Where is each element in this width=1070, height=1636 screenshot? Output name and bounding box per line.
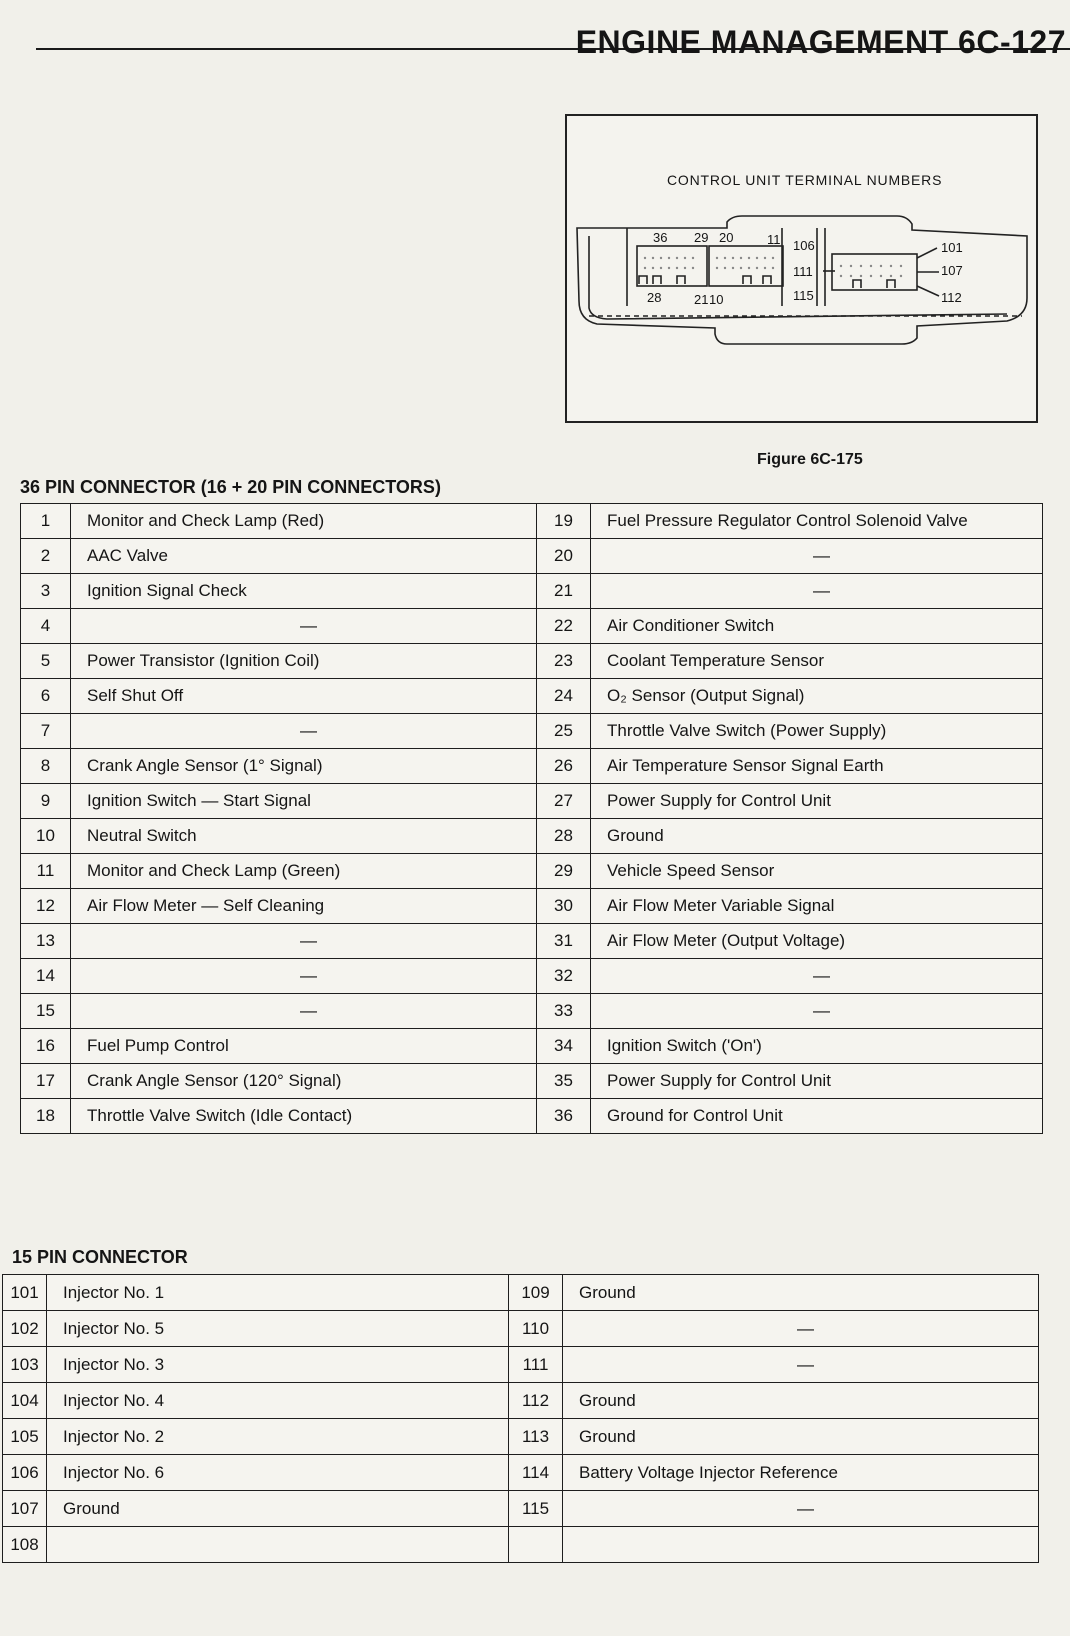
pin-number-right: 115 — [509, 1491, 563, 1527]
pin-number-left: 106 — [3, 1455, 47, 1491]
pin-number-left: 14 — [21, 959, 71, 994]
pin-number-right: 20 — [537, 539, 591, 574]
pin-number-right: 34 — [537, 1029, 591, 1064]
pin-label-left: Injector No. 1 — [47, 1275, 509, 1311]
table-row — [21, 1064, 1043, 1099]
terminal-label: 115 — [793, 288, 814, 303]
pin-number-right — [509, 1527, 563, 1563]
table-row — [21, 504, 1043, 539]
pin-number-right: 27 — [537, 784, 591, 819]
pin-number-left: 102 — [3, 1311, 47, 1347]
pin-number-right: 114 — [509, 1455, 563, 1491]
pin-label-right: Air Conditioner Switch — [591, 609, 1043, 644]
pin-number-right: 111 — [509, 1347, 563, 1383]
pin-label-left: Ignition Signal Check — [71, 574, 537, 609]
pin-label-left — [47, 1527, 509, 1563]
pin-label-right: Throttle Valve Switch (Power Supply) — [591, 714, 1043, 749]
table-row — [21, 679, 1043, 714]
connector36-table — [20, 503, 1043, 1134]
pin-label-right: O₂ Sensor (Output Signal) — [591, 679, 1043, 714]
table-row — [21, 959, 1043, 994]
table-row — [21, 539, 1043, 574]
table-row — [3, 1455, 1039, 1491]
pin-label-right — [563, 1527, 1039, 1563]
pin-label-left: Fuel Pump Control — [71, 1029, 537, 1064]
pin-label-right: Ground — [563, 1419, 1039, 1455]
pin-label-right: Ground — [591, 819, 1043, 854]
pin-number-right: 23 — [537, 644, 591, 679]
pin-number-left: 12 — [21, 889, 71, 924]
pin-label-right: Ground — [563, 1275, 1039, 1311]
pin-number-right: 109 — [509, 1275, 563, 1311]
connector15-title: 15 PIN CONNECTOR — [12, 1247, 188, 1267]
pin-number-right: 29 — [537, 854, 591, 889]
pin-label-right: — — [563, 1311, 1039, 1347]
connector36-rows — [21, 504, 1043, 1134]
pin-label-right: Ground for Control Unit — [591, 1099, 1043, 1134]
pin-label-left: Monitor and Check Lamp (Red) — [71, 504, 537, 539]
pin-number-right: 26 — [537, 749, 591, 784]
pin-label-right: — — [591, 959, 1043, 994]
pin-label-left: — — [71, 994, 537, 1029]
table-row — [21, 854, 1043, 889]
connector15-table — [2, 1274, 1039, 1563]
table-row — [21, 889, 1043, 924]
table-row — [3, 1527, 1039, 1563]
pin-label-left: Injector No. 6 — [47, 1455, 509, 1491]
pin-label-left: AAC Valve — [71, 539, 537, 574]
table-row — [3, 1275, 1039, 1311]
terminal-label: 112 — [941, 290, 962, 305]
pin-label-left: Crank Angle Sensor (120° Signal) — [71, 1064, 537, 1099]
pin-number-right: 32 — [537, 959, 591, 994]
terminal-label: 20 — [719, 230, 734, 245]
pin-number-right: 25 — [537, 714, 591, 749]
pin-number-left: 16 — [21, 1029, 71, 1064]
pin-label-right: Coolant Temperature Sensor — [591, 644, 1043, 679]
table-row — [3, 1383, 1039, 1419]
pin-number-left: 101 — [3, 1275, 47, 1311]
pin-number-right: 28 — [537, 819, 591, 854]
table-row — [21, 1099, 1043, 1134]
pin-label-left: Injector No. 4 — [47, 1383, 509, 1419]
table-row — [21, 924, 1043, 959]
pin-number-left: 104 — [3, 1383, 47, 1419]
pin-number-left: 11 — [21, 854, 71, 889]
pin-label-left: Crank Angle Sensor (1° Signal) — [71, 749, 537, 784]
pin-label-left: — — [71, 959, 537, 994]
table-row — [21, 994, 1043, 1029]
pin-label-left: Ground — [47, 1491, 509, 1527]
pin-number-left: 1 — [21, 504, 71, 539]
terminal-diagram — [565, 114, 1038, 423]
pin-label-right: Air Temperature Sensor Signal Earth — [591, 749, 1043, 784]
pin-label-right: Air Flow Meter Variable Signal — [591, 889, 1043, 924]
pin-label-right: Air Flow Meter (Output Voltage) — [591, 924, 1043, 959]
pin-number-left: 4 — [21, 609, 71, 644]
terminal-label: 107 — [941, 263, 963, 278]
pin-number-left: 15 — [21, 994, 71, 1029]
pin-label-right: Ignition Switch ('On') — [591, 1029, 1043, 1064]
terminal-label: 10 — [709, 292, 724, 307]
pin-label-left: Self Shut Off — [71, 679, 537, 714]
pin-number-right: 21 — [537, 574, 591, 609]
table-row — [3, 1347, 1039, 1383]
table-row — [21, 574, 1043, 609]
pin-number-right: 112 — [509, 1383, 563, 1419]
pin-label-right: — — [591, 539, 1043, 574]
terminal-label: 11 — [767, 232, 781, 247]
pin-number-left: 107 — [3, 1491, 47, 1527]
terminal-label: 21 — [694, 292, 709, 307]
pin-label-left: Neutral Switch — [71, 819, 537, 854]
pin-label-right: Fuel Pressure Regulator Control Solenoid Valve — [591, 504, 1043, 539]
pin-label-left: Power Transistor (Ignition Coil) — [71, 644, 537, 679]
pin-label-left: Ignition Switch — Start Signal — [71, 784, 537, 819]
pin-number-left: 103 — [3, 1347, 47, 1383]
pin-label-left: Injector No. 3 — [47, 1347, 509, 1383]
pin-label-right: — — [563, 1347, 1039, 1383]
pin-number-left: 10 — [21, 819, 71, 854]
pin-number-right: 36 — [537, 1099, 591, 1134]
pin-number-left: 105 — [3, 1419, 47, 1455]
table-row — [21, 749, 1043, 784]
table-row — [3, 1491, 1039, 1527]
pin-number-right: 30 — [537, 889, 591, 924]
pin-label-right: — — [563, 1491, 1039, 1527]
pin-number-left: 18 — [21, 1099, 71, 1134]
pin-label-left: Injector No. 5 — [47, 1311, 509, 1347]
pin-label-right: Power Supply for Control Unit — [591, 784, 1043, 819]
pin-label-right: Power Supply for Control Unit — [591, 1064, 1043, 1099]
page-header-title: ENGINE MANAGEMENT 6C-127 — [575, 24, 1066, 60]
pin-label-right: Battery Voltage Injector Reference — [563, 1455, 1039, 1491]
pin-number-right: 19 — [537, 504, 591, 539]
pin-label-right: — — [591, 574, 1043, 609]
table-row — [3, 1419, 1039, 1455]
table-row — [21, 714, 1043, 749]
diagram-caption: CONTROL UNIT TERMINAL NUMBERS — [667, 172, 943, 188]
pin-label-right: — — [591, 994, 1043, 1029]
pin-number-right: 35 — [537, 1064, 591, 1099]
pin-label-left: Air Flow Meter — Self Cleaning — [71, 889, 537, 924]
pin-number-left: 108 — [3, 1527, 47, 1563]
pin-number-right: 24 — [537, 679, 591, 714]
pin-number-right: 113 — [509, 1419, 563, 1455]
terminal-label: 106 — [793, 238, 815, 253]
connector15-rows — [3, 1275, 1039, 1563]
pin-label-left: — — [71, 609, 537, 644]
pin-number-left: 17 — [21, 1064, 71, 1099]
pin-number-left: 13 — [21, 924, 71, 959]
pin-label-right: Ground — [563, 1383, 1039, 1419]
pin-number-left: 5 — [21, 644, 71, 679]
table-row — [21, 784, 1043, 819]
table-row — [21, 644, 1043, 679]
pin-label-left: Throttle Valve Switch (Idle Contact) — [71, 1099, 537, 1134]
pin-number-right: 110 — [509, 1311, 563, 1347]
pin-number-left: 3 — [21, 574, 71, 609]
pin-number-left: 7 — [21, 714, 71, 749]
terminal-label: 29 — [694, 230, 709, 245]
pin-label-left: — — [71, 714, 537, 749]
pin-label-left: Injector No. 2 — [47, 1419, 509, 1455]
pin-number-left: 2 — [21, 539, 71, 574]
terminal-label: 111 — [793, 264, 813, 279]
connector36-title: 36 PIN CONNECTOR (16 + 20 PIN CONNECTORS) — [20, 477, 441, 497]
pin-label-left: — — [71, 924, 537, 959]
figure-label: Figure 6C-175 — [757, 451, 863, 468]
table-row — [21, 1029, 1043, 1064]
pin-number-right: 22 — [537, 609, 591, 644]
terminal-label: 36 — [653, 230, 668, 245]
table-row — [21, 609, 1043, 644]
terminal-label: 101 — [941, 240, 963, 255]
pin-number-right: 31 — [537, 924, 591, 959]
table-row — [21, 819, 1043, 854]
table-row — [3, 1311, 1039, 1347]
pin-number-right: 33 — [537, 994, 591, 1029]
pin-label-left: Monitor and Check Lamp (Green) — [71, 854, 537, 889]
pin-label-right: Vehicle Speed Sensor — [591, 854, 1043, 889]
pin-number-left: 6 — [21, 679, 71, 714]
pin-number-left: 9 — [21, 784, 71, 819]
terminal-label: 28 — [647, 290, 662, 305]
pin-number-left: 8 — [21, 749, 71, 784]
